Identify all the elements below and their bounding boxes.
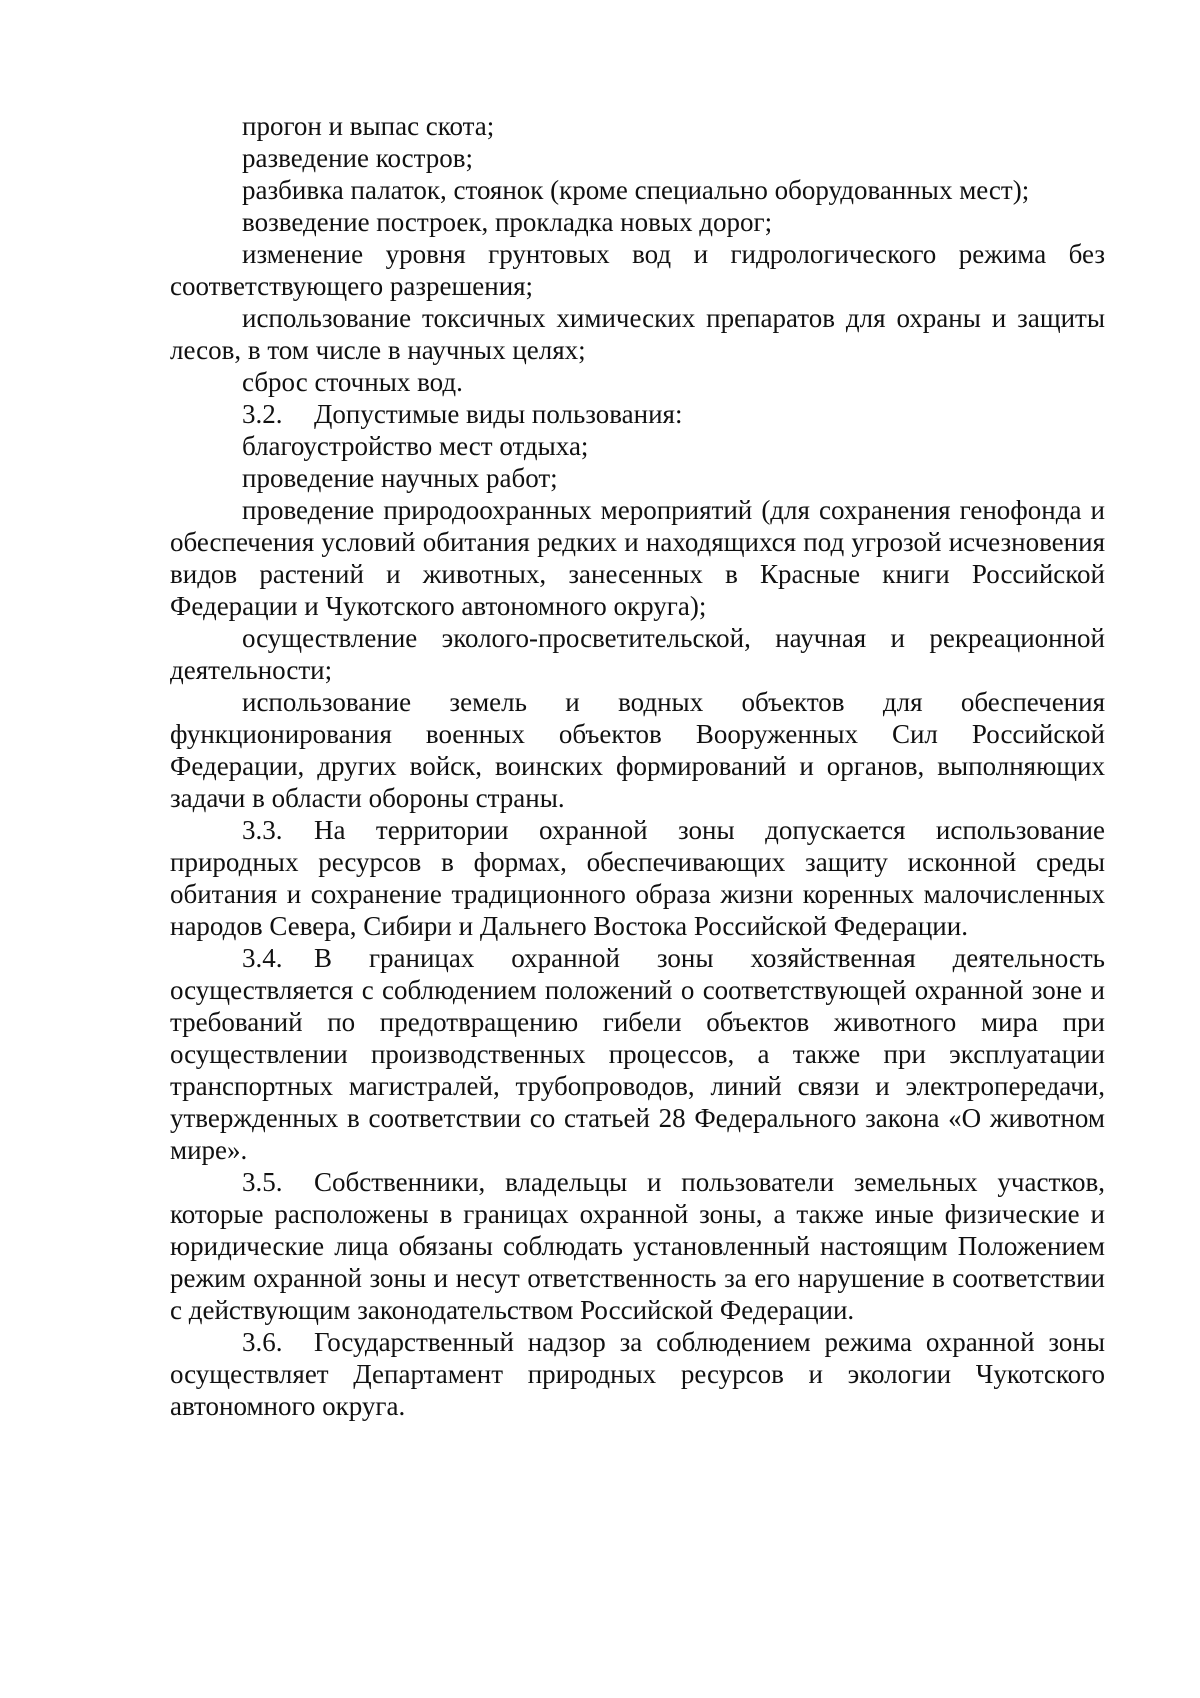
paragraph-text: осуществление эколого-просветительской, научная и рекреационной деятельности; xyxy=(170,623,1105,685)
paragraph-text: На территории охранной зоны допускается использование природных ресурсов в формах, обеспечивающих защиту исконной среды обитания и сохранение традиционного образа жизни коренных малочисленных народов Севера, Сибири и Дальнего Востока Российской Федерации. xyxy=(170,815,1105,941)
paragraph-text: проведение научных работ; xyxy=(242,463,558,493)
paragraph-text: проведение природоохранных мероприятий (для сохранения генофонда и обеспечения условий обитания редких и находящихся под угрозой исчезновения видов растений и животных, занесенных в Красные книги Российской Федерации и Чукотского автономного округа); xyxy=(170,495,1105,621)
paragraph-text: Собственники, владельцы и пользователи земельных участков, которые расположены в границах охранной зоны, а также иные физические и юридические лица обязаны соблюдать установленный настоящим Положением режим охранной зоны и несут ответственность за его нарушение в соответствии с действующим законодательством Российской Федерации. xyxy=(170,1167,1105,1325)
paragraph-text: благоустройство мест отдыха; xyxy=(242,431,589,461)
paragraph-text: использование земель и водных объектов для обеспечения функционирования военных объектов Вооруженных Сил Российской Федерации, других войск, воинских формирований и органов, выполняющих задачи в области обороны страны. xyxy=(170,687,1105,813)
section-number: 3.2. xyxy=(242,399,283,429)
paragraph xyxy=(170,462,1105,494)
paragraph-text: сброс сточных вод. xyxy=(242,367,463,397)
paragraph xyxy=(170,622,1105,686)
paragraph-text: возведение построек, прокладка новых дорог; xyxy=(242,207,773,237)
paragraph-text: Государственный надзор за соблюдением режима охранной зоны осуществляет Департамент природных ресурсов и экологии Чукотского автономного округа. xyxy=(170,1327,1105,1421)
paragraph xyxy=(170,206,1105,238)
paragraph xyxy=(170,430,1105,462)
document-page xyxy=(170,110,1105,1422)
section-paragraph-3-6 xyxy=(170,1326,1105,1422)
paragraph-text: разведение костров; xyxy=(242,143,474,173)
paragraph-text: разбивка палаток, стоянок (кроме специально оборудованных мест); xyxy=(242,175,1030,205)
paragraph xyxy=(170,302,1105,366)
section-number: 3.4. xyxy=(242,943,283,973)
paragraph-text: использование токсичных химических препаратов для охраны и защиты лесов, в том числе в научных целях; xyxy=(170,303,1105,365)
paragraph-text: прогон и выпас скота; xyxy=(242,111,495,141)
section-paragraph-3-5 xyxy=(170,1166,1105,1326)
section-paragraph-3-3 xyxy=(170,814,1105,942)
paragraph xyxy=(170,238,1105,302)
section-number: 3.5. xyxy=(242,1167,283,1197)
paragraph xyxy=(170,366,1105,398)
section-number: 3.3. xyxy=(242,815,283,845)
paragraph-text: изменение уровня грунтовых вод и гидрологического режима без соответствующего разрешения; xyxy=(170,239,1105,301)
paragraph-text: Допустимые виды пользования: xyxy=(314,399,683,429)
paragraph xyxy=(170,142,1105,174)
paragraph xyxy=(170,110,1105,142)
paragraph xyxy=(170,494,1105,622)
section-paragraph-3-4 xyxy=(170,942,1105,1166)
paragraph xyxy=(170,174,1105,206)
section-paragraph-3-2 xyxy=(170,398,1105,430)
section-number: 3.6. xyxy=(242,1327,283,1357)
paragraph xyxy=(170,686,1105,814)
paragraph-text: В границах охранной зоны хозяйственная деятельность осуществляется с соблюдением положений о соответствующей охранной зоне и требований по предотвращению гибели объектов животного мира при осуществлении производственных процессов, а также при эксплуатации транспортных магистралей, трубопроводов, линий связи и электропередачи, утвержденных в соответствии со статьей 28 Федерального закона «О животном мире». xyxy=(170,943,1105,1165)
